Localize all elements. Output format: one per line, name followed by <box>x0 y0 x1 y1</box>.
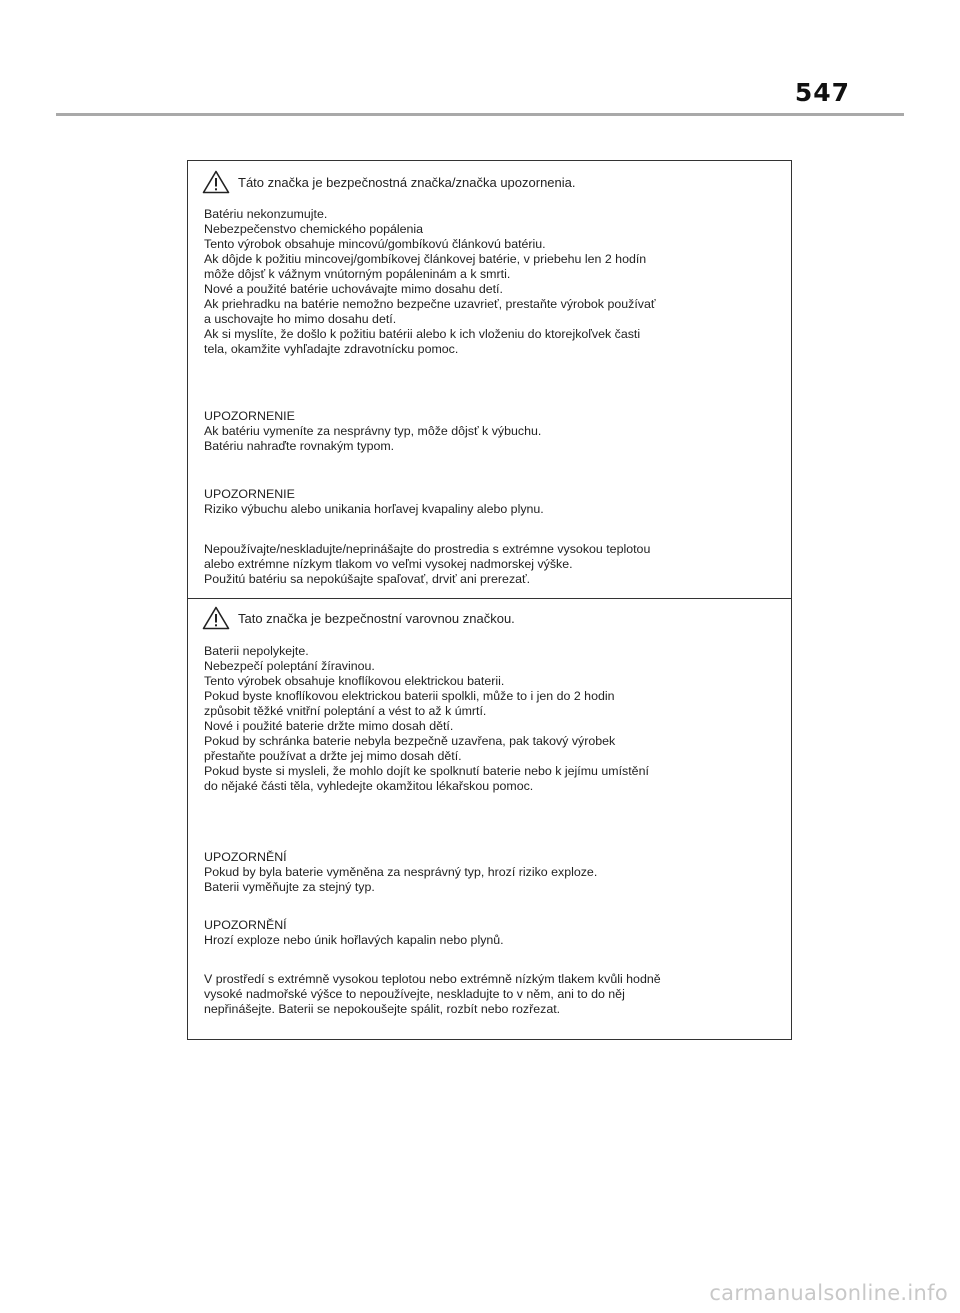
caution-heading: UPOZORNĚNÍ <box>204 850 287 864</box>
czech-warning-section <box>188 598 791 1039</box>
caution-heading: UPOZORNENIE <box>204 487 295 501</box>
text-line: Nové a použité batérie uchovávajte mimo dosahu detí. <box>204 282 503 296</box>
czech-warning-heading-row <box>202 606 515 630</box>
battery-warning-label <box>187 160 792 1040</box>
page-number: 547 <box>794 78 850 107</box>
text-line: nepřinášejte. Baterii se nepokoušejte spálit, rozbít nebo rozřezat. <box>204 1002 561 1016</box>
text-line: Ak dôjde k požitiu mincovej/gombíkovej článkovej batérie, v priebehu len 2 hodín <box>204 252 647 266</box>
warning-triangle-icon <box>202 170 230 194</box>
text-line: do nějaké části těla, vyhledejte okamžitou lékařskou pomoc. <box>204 779 534 793</box>
czech-caution-replacement <box>204 850 779 895</box>
slovak-warning-section <box>188 161 791 598</box>
slovak-caution-explosion <box>204 487 779 517</box>
text-line: Ak batériu vymeníte za nesprávny typ, môže dôjsť k výbuchu. <box>204 424 542 438</box>
header-rule <box>56 113 904 116</box>
slovak-caution-replacement <box>204 409 779 454</box>
text-line: Tento výrobek obsahuje knoflíkovou elektrickou baterii. <box>204 674 505 688</box>
text-line: Pokud by byla baterie vyměněna za nesprávný typ, hrozí riziko exploze. <box>204 865 598 879</box>
text-line: Tento výrobok obsahuje mincovú/gombíkovú článkovú batériu. <box>204 237 546 251</box>
slovak-environment-paragraph <box>204 542 779 587</box>
caution-heading: UPOZORNENIE <box>204 409 295 423</box>
text-line: a uschovajte ho mimo dosahu detí. <box>204 312 397 326</box>
caution-heading: UPOZORNĚNÍ <box>204 918 287 932</box>
text-line: Batériu nahraďte rovnakým typom. <box>204 439 395 453</box>
text-line: Nebezpečenstvo chemického popálenia <box>204 222 424 236</box>
slovak-warning-heading: Táto značka je bezpečnostná značka/značka upozornenia. <box>238 174 576 190</box>
slovak-safety-paragraph <box>204 207 779 357</box>
text-line: Nové i použité baterie držte mimo dosah dětí. <box>204 719 454 733</box>
czech-caution-explosion <box>204 918 779 948</box>
text-line: môže dôjsť k vážnym vnútorným popáleninám a k smrti. <box>204 267 511 281</box>
text-line: Nepoužívajte/neskladujte/neprinášajte do prostredia s extrémne vysokou teplotou <box>204 542 651 556</box>
text-line: Hrozí exploze nebo únik hořlavých kapalin nebo plynů. <box>204 933 504 947</box>
text-line: Pokud byste si mysleli, že mohlo dojít ke spolknutí baterie nebo k jejímu umístění <box>204 764 649 778</box>
text-line: Pokud byste knoflíkovou elektrickou baterii spolkli, může to i jen do 2 hodin <box>204 689 615 703</box>
czech-safety-paragraph <box>204 644 779 794</box>
warning-triangle-icon <box>202 606 230 630</box>
text-line: Použitú batériu sa nepokúšajte spaľovať, drviť ani prerezať. <box>204 572 531 586</box>
text-line: V prostředí s extrémně vysokou teplotou nebo extrémně nízkým tlakem kvůli hodně <box>204 972 661 986</box>
czech-environment-paragraph <box>204 972 779 1017</box>
text-line: způsobit těžké vnitřní poleptání a vést to až k úmrtí. <box>204 704 487 718</box>
czech-warning-heading: Tato značka je bezpečnostní varovnou značkou. <box>238 610 515 626</box>
text-line: tela, okamžite vyhľadajte zdravotnícku pomoc. <box>204 342 459 356</box>
text-line: Baterii vyměňujte za stejný typ. <box>204 880 375 894</box>
text-line: Batériu nekonzumujte. <box>204 207 328 221</box>
text-line: přestaňte používat a držte jej mimo dosah dětí. <box>204 749 462 763</box>
text-line: Riziko výbuchu alebo unikania horľavej kvapaliny alebo plynu. <box>204 502 544 516</box>
site-watermark: carmanualsonline.info <box>709 1281 948 1305</box>
text-line: Baterii nepolykejte. <box>204 644 309 658</box>
text-line: Pokud by schránka baterie nebyla bezpečně uzavřena, pak takový výrobek <box>204 734 616 748</box>
text-line: alebo extrémne nízkym tlakom vo veľmi vysokej nadmorskej výške. <box>204 557 573 571</box>
slovak-warning-heading-row <box>202 170 576 194</box>
text-line: Ak si myslíte, že došlo k požitiu batérii alebo k ich vloženiu do ktorejkoľvek časti <box>204 327 641 341</box>
text-line: Nebezpečí poleptání žíravinou. <box>204 659 375 673</box>
text-line: Ak priehradku na batérie nemožno bezpečne uzavrieť, prestaňte výrobok používať <box>204 297 656 311</box>
text-line: vysoké nadmořské výšce to nepoužívejte, neskladujte to v něm, ani to do něj <box>204 987 625 1001</box>
